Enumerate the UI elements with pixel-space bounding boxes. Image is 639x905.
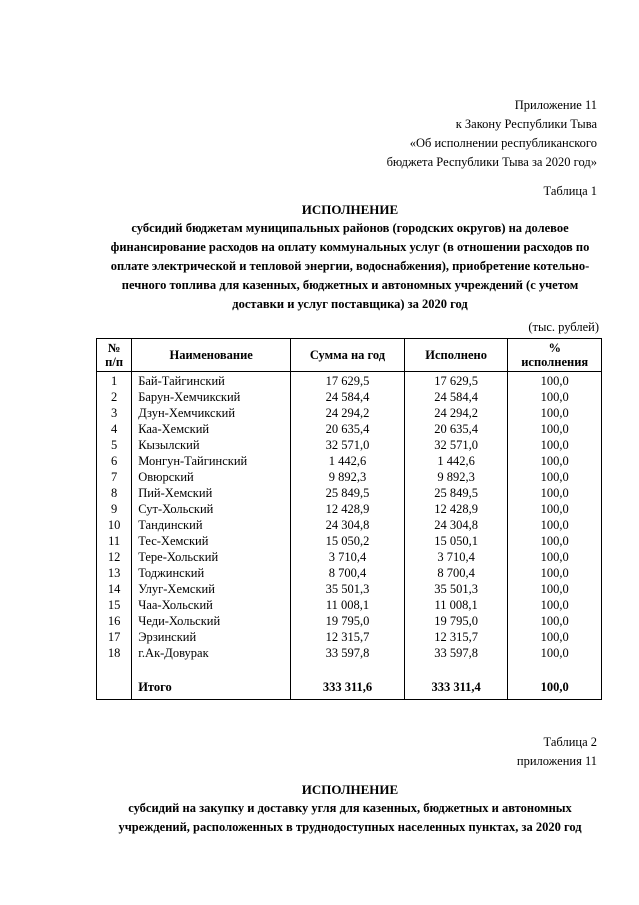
cell-percent: 100,0: [508, 485, 602, 501]
table-row: [97, 597, 602, 613]
table1-subtitle-line-1: субсидий бюджетам муниципальных районов (городских округов) на долевое: [131, 221, 569, 235]
table-row: [97, 501, 602, 517]
cell-executed: 12 315,7: [404, 629, 508, 645]
cell-percent: 100,0: [508, 437, 602, 453]
table-row: [97, 533, 602, 549]
cell-name: Тес-Хемский: [132, 533, 291, 549]
cell-executed: 1 442,6: [404, 453, 508, 469]
table-row: [97, 389, 602, 405]
appendix-line-1: Приложение 11: [514, 98, 597, 112]
cell-sum: 17 629,5: [291, 372, 405, 390]
cell-sum: 8 700,4: [291, 565, 405, 581]
cell-name: Тоджинский: [132, 565, 291, 581]
cell-name: Монгун-Тайгинский: [132, 453, 291, 469]
header-sum: Сумма на год: [291, 339, 405, 372]
cell-num: 5: [97, 437, 132, 453]
cell-sum: 12 315,7: [291, 629, 405, 645]
appendix-line-2: к Закону Республики Тыва: [455, 117, 597, 131]
cell-name: Овюрский: [132, 469, 291, 485]
table-row: [97, 613, 602, 629]
cell-percent: 100,0: [508, 565, 602, 581]
table-row: [97, 437, 602, 453]
cell-name: Кызылский: [132, 437, 291, 453]
table-row: [97, 629, 602, 645]
cell-num: 17: [97, 629, 132, 645]
cell-num: 9: [97, 501, 132, 517]
table-row: [97, 565, 602, 581]
cell-name: Чаа-Хольский: [132, 597, 291, 613]
cell-executed: 15 050,1: [404, 533, 508, 549]
cell-num: 18: [97, 645, 132, 661]
execution-table: [96, 338, 602, 700]
cell-name: Тандинский: [132, 517, 291, 533]
cell-sum: 33 597,8: [291, 645, 405, 661]
cell-percent: 100,0: [508, 421, 602, 437]
cell-name: Бай-Тайгинский: [132, 372, 291, 390]
cell-sum: 24 304,8: [291, 517, 405, 533]
table2-label-line-1: Таблица 2: [543, 735, 597, 749]
cell-num: 12: [97, 549, 132, 565]
appendix-line-4: бюджета Республики Тыва за 2020 год»: [386, 155, 597, 169]
cell-percent: 100,0: [508, 533, 602, 549]
cell-executed: 17 629,5: [404, 372, 508, 390]
spacer-row: [97, 661, 602, 679]
table-row: [97, 645, 602, 661]
cell-percent: 100,0: [508, 389, 602, 405]
total-percent: 100,0: [508, 679, 602, 700]
table-row: [97, 485, 602, 501]
total-row: [97, 679, 602, 700]
cell-num: 3: [97, 405, 132, 421]
cell-executed: 3 710,4: [404, 549, 508, 565]
cell-percent: 100,0: [508, 581, 602, 597]
cell-name: Пий-Хемский: [132, 485, 291, 501]
appendix-line-3: «Об исполнении республиканского: [409, 136, 597, 150]
cell-num: 7: [97, 469, 132, 485]
cell-name: Сут-Хольский: [132, 501, 291, 517]
cell-sum: 35 501,3: [291, 581, 405, 597]
cell-executed: 32 571,0: [404, 437, 508, 453]
cell-name: Чеди-Хольский: [132, 613, 291, 629]
cell-percent: 100,0: [508, 517, 602, 533]
total-sum: 333 311,6: [291, 679, 405, 700]
cell-num: 10: [97, 517, 132, 533]
cell-sum: 15 050,2: [291, 533, 405, 549]
cell-percent: 100,0: [508, 549, 602, 565]
cell-name: г.Ак-Довурак: [132, 645, 291, 661]
table1-subtitle-line-4: печного топлива для казенных, бюджетных и автономных учреждений (с учетом: [121, 278, 579, 292]
total-num: [97, 679, 132, 700]
cell-name: Каа-Хемский: [132, 421, 291, 437]
cell-sum: 20 635,4: [291, 421, 405, 437]
cell-name: Барун-Хемчикский: [132, 389, 291, 405]
table1-subtitle-line-2: финансирование расходов на оплату коммунальных услуг (в отношении расходов по: [110, 240, 590, 254]
table1-heading: [90, 200, 610, 314]
cell-percent: 100,0: [508, 405, 602, 421]
table-body: [97, 372, 602, 700]
cell-executed: 24 584,4: [404, 389, 508, 405]
table-row: [97, 581, 602, 597]
table2-heading: [90, 780, 610, 837]
total-executed: 333 311,4: [404, 679, 508, 700]
cell-executed: 25 849,5: [404, 485, 508, 501]
units-label: (тыс. рублей): [528, 320, 599, 334]
cell-percent: 100,0: [508, 453, 602, 469]
cell-executed: 11 008,1: [404, 597, 508, 613]
cell-name: Эрзинский: [132, 629, 291, 645]
total-name: Итого: [132, 679, 291, 700]
cell-percent: 100,0: [508, 645, 602, 661]
cell-sum: 11 008,1: [291, 597, 405, 613]
cell-num: 14: [97, 581, 132, 597]
cell-num: 4: [97, 421, 132, 437]
table1-subtitle-line-3: оплате электрической и тепловой энергии, водоснабжения), приобретение котельно-: [110, 259, 590, 273]
cell-executed: 19 795,0: [404, 613, 508, 629]
cell-executed: 9 892,3: [404, 469, 508, 485]
header-percent: % исполнения: [508, 339, 602, 372]
table1-subtitle-line-5: доставки и услуг поставщика) за 2020 год: [232, 297, 468, 311]
table-row: [97, 405, 602, 421]
cell-executed: 35 501,3: [404, 581, 508, 597]
cell-percent: 100,0: [508, 629, 602, 645]
spacer-cell: [291, 661, 405, 679]
cell-sum: 32 571,0: [291, 437, 405, 453]
cell-num: 8: [97, 485, 132, 501]
cell-name: Дзун-Хемчикский: [132, 405, 291, 421]
cell-sum: 3 710,4: [291, 549, 405, 565]
cell-sum: 1 442,6: [291, 453, 405, 469]
cell-num: 11: [97, 533, 132, 549]
cell-num: 2: [97, 389, 132, 405]
cell-sum: 24 294,2: [291, 405, 405, 421]
cell-executed: 20 635,4: [404, 421, 508, 437]
spacer-cell: [132, 661, 291, 679]
cell-percent: 100,0: [508, 613, 602, 629]
cell-sum: 19 795,0: [291, 613, 405, 629]
cell-executed: 33 597,8: [404, 645, 508, 661]
table-row: [97, 549, 602, 565]
spacer-cell: [508, 661, 602, 679]
appendix-header: [297, 96, 597, 172]
cell-executed: 24 294,2: [404, 405, 508, 421]
table1-label: Таблица 1: [543, 184, 597, 198]
cell-sum: 9 892,3: [291, 469, 405, 485]
cell-num: 16: [97, 613, 132, 629]
cell-num: 15: [97, 597, 132, 613]
table2-title: ИСПОЛНЕНИЕ: [301, 782, 399, 797]
cell-percent: 100,0: [508, 501, 602, 517]
header-executed: Исполнено: [404, 339, 508, 372]
table2-subtitle-line-1: субсидий на закупку и доставку угля для казенных, бюджетных и автономных: [128, 801, 572, 815]
table-row: [97, 469, 602, 485]
table2-label: [517, 733, 597, 771]
table-row: [97, 453, 602, 469]
cell-num: 6: [97, 453, 132, 469]
cell-sum: 12 428,9: [291, 501, 405, 517]
cell-name: Улуг-Хемский: [132, 581, 291, 597]
cell-percent: 100,0: [508, 469, 602, 485]
table2-label-line-2: приложения 11: [516, 754, 597, 768]
table-row: [97, 372, 602, 390]
cell-executed: 12 428,9: [404, 501, 508, 517]
cell-sum: 25 849,5: [291, 485, 405, 501]
cell-percent: 100,0: [508, 597, 602, 613]
cell-name: Тере-Хольский: [132, 549, 291, 565]
table1-title: ИСПОЛНЕНИЕ: [301, 202, 399, 217]
spacer-cell: [404, 661, 508, 679]
cell-executed: 24 304,8: [404, 517, 508, 533]
table-row: [97, 517, 602, 533]
cell-num: 1: [97, 372, 132, 390]
cell-num: 13: [97, 565, 132, 581]
cell-executed: 8 700,4: [404, 565, 508, 581]
table-header-row: [97, 339, 602, 372]
header-num: № п/п: [97, 339, 132, 372]
spacer-cell: [97, 661, 132, 679]
cell-percent: 100,0: [508, 372, 602, 390]
table2-subtitle-line-2: учреждений, расположенных в труднодоступных населенных пунктах, за 2020 год: [118, 820, 582, 834]
cell-sum: 24 584,4: [291, 389, 405, 405]
header-name: Наименование: [132, 339, 291, 372]
table-row: [97, 421, 602, 437]
